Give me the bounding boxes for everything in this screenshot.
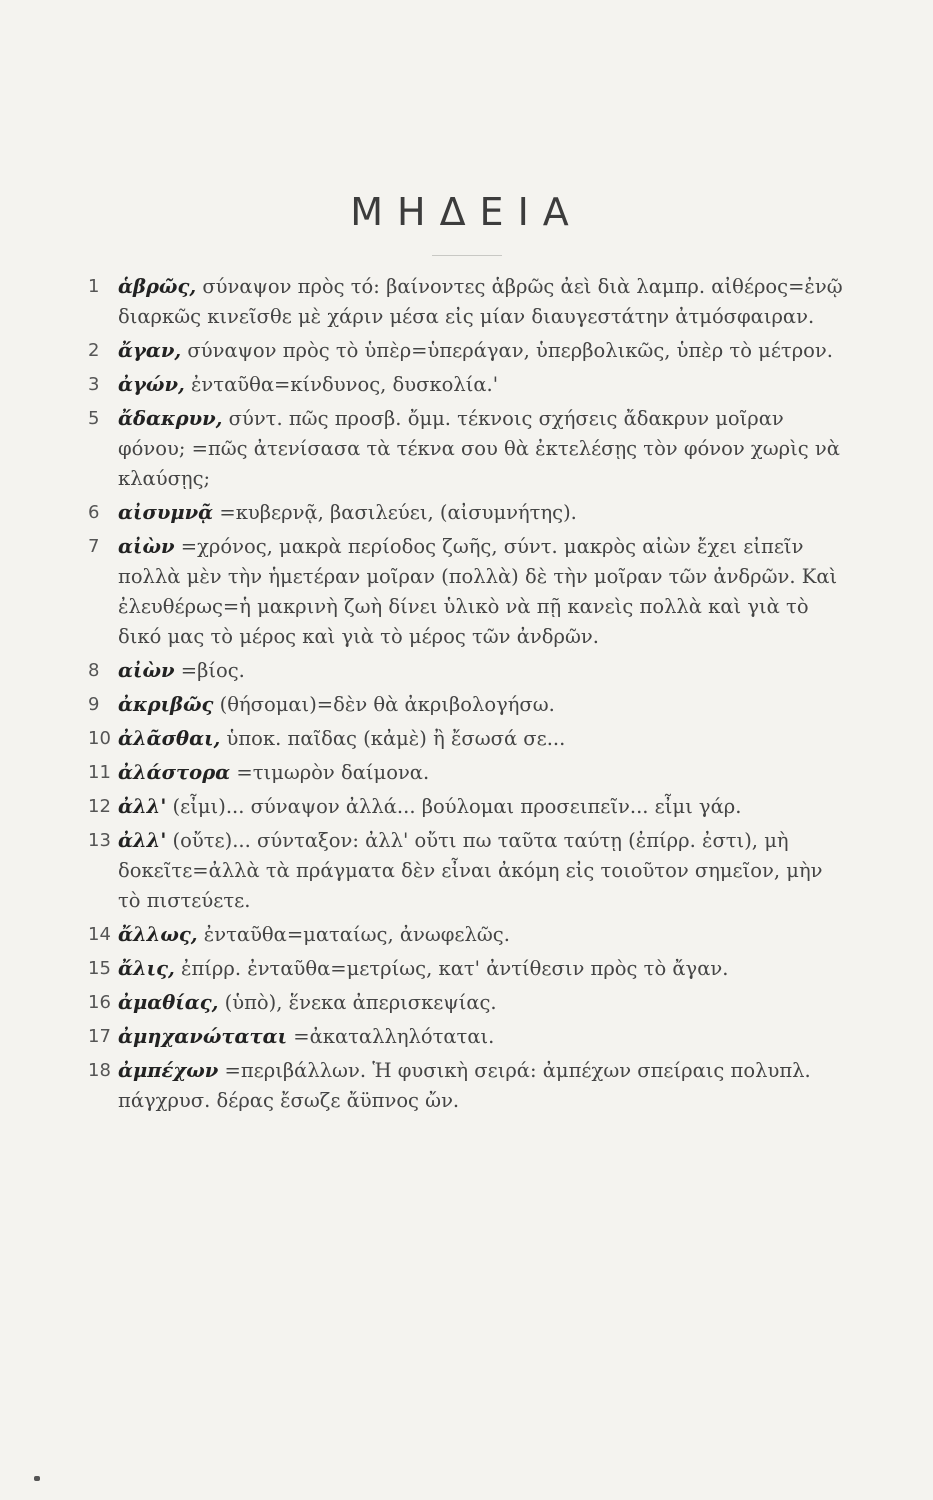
entry-lemma: ἀλλ' — [118, 829, 167, 852]
glossary-entry — [88, 272, 848, 332]
entry-number: 6 — [88, 502, 100, 523]
glossary-entry — [88, 758, 848, 788]
entry-text: ὑποκ. παῖδας (κἀμὲ) ἢ ἔσωσά σε... — [226, 727, 566, 750]
glossary-entry — [88, 826, 848, 916]
entry-number: 5 — [88, 408, 100, 429]
glossary-entry — [88, 1022, 848, 1052]
glossary-entry — [88, 954, 848, 984]
entry-number: 17 — [88, 1026, 111, 1047]
entry-number: 15 — [88, 958, 111, 979]
entry-lemma: ἀλᾶσθαι, — [118, 727, 221, 750]
entry-number: 16 — [88, 992, 111, 1013]
glossary-entry — [88, 1056, 848, 1116]
entry-lemma: ἀλλ' — [118, 795, 167, 818]
entry-lemma: ἀμαθίας, — [118, 991, 219, 1014]
entry-lemma: ἄλλως, — [118, 923, 198, 946]
entry-text: (θήσομαι)=δὲν θὰ ἀκριβολογήσω. — [219, 693, 555, 716]
glossary-entry — [88, 656, 848, 686]
entry-lemma: αἰσυμνᾷ — [118, 501, 214, 524]
entry-lemma: ἁβρῶς, — [118, 275, 197, 298]
entry-text: =περιβάλλων. Ἡ φυσικὴ σειρά: ἀμπέχων σπείραις πολυπλ. πάγχρυσ. δέρας ἔσωζε ἄϋπνος ὤν. — [118, 1059, 811, 1112]
glossary-entry — [88, 988, 848, 1018]
entry-text: ἐνταῦθα=ματαίως, ἀνωφελῶς. — [203, 923, 510, 946]
entry-text: σύναψον πρὸς τό: βαίνοντες ἁβρῶς ἀεὶ διὰ λαμπρ. αἰθέρος=ἐνῷ διαρκῶς κινεῖσθε μὲ χάριν μέσα εἰς μίαν διαυγεστάτην ἀτμόσφαιραν. — [118, 275, 843, 328]
entry-lemma: αἰὼν — [118, 535, 175, 558]
entry-lemma: ἀμηχανώταται — [118, 1025, 288, 1048]
entry-number: 18 — [88, 1060, 111, 1081]
entry-lemma: ἄδακρυν, — [118, 407, 223, 430]
entry-text: ἐπίρρ. ἐνταῦθα=μετρίως, κατ' ἀντίθεσιν πρὸς τὸ ἄγαν. — [180, 957, 729, 980]
entry-number: 11 — [88, 762, 111, 783]
entry-lemma: ἀλάστορα — [118, 761, 231, 784]
entry-lemma: ἄγαν, — [118, 339, 182, 362]
title-divider — [432, 255, 502, 256]
glossary-entry — [88, 404, 848, 494]
glossary-entry — [88, 370, 848, 400]
entry-number: 10 — [88, 728, 111, 749]
entry-text: =τιμωρὸν δαίμονα. — [236, 761, 430, 784]
entry-text: σύντ. πῶς προσβ. ὄμμ. τέκνοις σχήσεις ἄδακρυν μοῖραν φόνου; =πῶς ἀτενίσασα τὰ τέκνα σου θὰ ἐκτελέσῃς τὸν φόνον χωρὶς νὰ κλαύσῃς; — [118, 407, 840, 490]
glossary-entry — [88, 498, 848, 528]
glossary-list — [88, 272, 848, 1120]
glossary-entry — [88, 336, 848, 366]
entry-number: 2 — [88, 340, 100, 361]
entry-text: (ὑπὸ), ἕνεκα ἀπερισκεψίας. — [224, 991, 497, 1014]
glossary-entry — [88, 532, 848, 652]
entry-text: σύναψον πρὸς τὸ ὑπὲρ=ὑπεράγαν, ὑπερβολικῶς, ὑπὲρ τὸ μέτρον. — [187, 339, 833, 362]
glossary-entry — [88, 724, 848, 754]
entry-number: 1 — [88, 276, 100, 297]
entry-number: 9 — [88, 694, 100, 715]
entry-lemma: ἄλις, — [118, 957, 175, 980]
glossary-entry — [88, 920, 848, 950]
scan-speck — [34, 1476, 40, 1481]
entry-lemma: ἀμπέχων — [118, 1059, 219, 1082]
entry-number: 7 — [88, 536, 100, 557]
entry-lemma: ἀγών, — [118, 373, 185, 396]
entry-text: (οὔτε)... σύνταξον: ἀλλ' οὔτι πω ταῦτα ταύτῃ (ἐπίρρ. ἐστι), μὴ δοκεῖτε=ἀλλὰ τὰ πράγματα δὲν εἶναι ἀκόμη εἰς τοιοῦτον σημεῖον, μὴν τὸ πιστεύετε. — [118, 829, 823, 912]
entry-text: =ἀκαταλληλόταται. — [293, 1025, 495, 1048]
glossary-entry — [88, 690, 848, 720]
entry-lemma: αἰὼν — [118, 659, 175, 682]
entry-text: =κυβερνᾷ, βασιλεύει, (αἰσυμνήτης). — [219, 501, 577, 524]
entry-lemma: ἀκριβῶς — [118, 693, 214, 716]
entry-text: ἐνταῦθα=κίνδυνος, δυσκολία.' — [190, 373, 499, 396]
entry-number: 13 — [88, 830, 111, 851]
entry-text: (εἶμι)... σύναψον ἀλλά... βούλομαι προσειπεῖν... εἶμι γάρ. — [172, 795, 742, 818]
page-title: ΜΗΔΕΙΑ — [350, 190, 583, 234]
entry-text: =βίος. — [180, 659, 245, 682]
entry-number: 8 — [88, 660, 100, 681]
entry-text: =χρόνος, μακρὰ περίοδος ζωῆς, σύντ. μακρὸς αἰὼν ἔχει εἰπεῖν πολλὰ μὲν τὴν ἡμετέραν μοῖραν (πολλὰ) δὲ τὴν μοῖραν τῶν ἀνδρῶν. Καὶ ἐλευθέρως=ἡ μακρινὴ ζωὴ δίνει ὑλικὸ νὰ πῇ κανεὶς πολλὰ καὶ γιὰ τὸ δικό μας τὸ μέρος καὶ γιὰ τὸ μέρος τῶν ἀνδρῶν. — [118, 535, 838, 648]
entry-number: 3 — [88, 374, 100, 395]
entry-number: 14 — [88, 924, 111, 945]
entry-number: 12 — [88, 796, 111, 817]
glossary-entry — [88, 792, 848, 822]
